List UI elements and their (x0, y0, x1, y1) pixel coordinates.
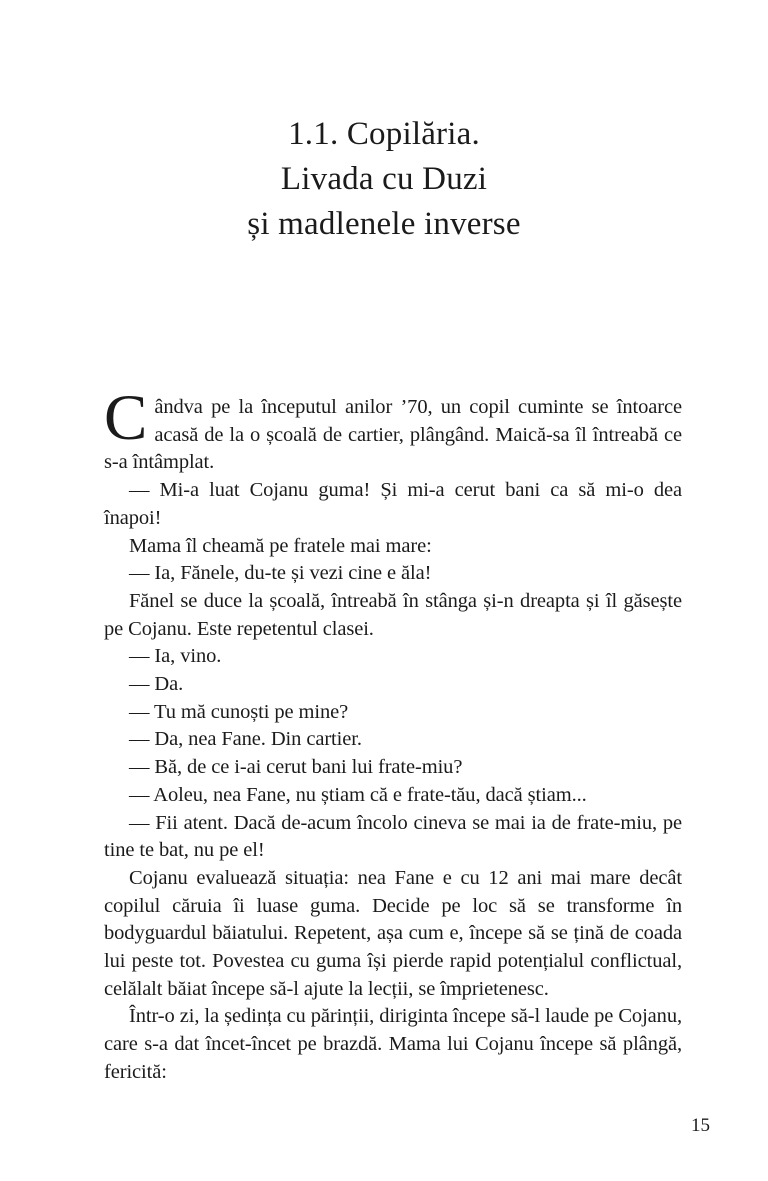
body-text (104, 382, 682, 1087)
paragraph: — Aoleu, nea Fane, nu știam că e frate-tău, dacă știam... (129, 783, 587, 806)
paragraph: — Bă, de ce i-ai cerut bani lui frate-miu? (129, 756, 463, 779)
chapter-title-line: 1.1. Copilăria. (288, 116, 480, 153)
paragraph: Cojanu evaluează situația: nea Fane e cu 12 ani mai mare decât copilul căruia îi luase guma. Decide pe loc să se transforme în bodyguardul băiatului. Repetent, așa cum e, începe să se țină de coada lui peste tot. Povestea cu guma își pierde rapid potențialul conflictual, celălalt băiat începe să-l ajute la lecții, se împrietenesc. (104, 866, 682, 1000)
paragraph: — Mi-a luat Cojanu guma! Și mi-a cerut bani ca să mi-o dea înapoi! (104, 479, 682, 529)
paragraph: Într-o zi, la ședința cu părinții, diriginta începe să-l laude pe Cojanu, care s-a dat încet-încet pe brazdă. Mama lui Cojanu începe să plângă, fericită: (104, 1005, 682, 1083)
paragraph: — Fii atent. Dacă de-acum încolo cineva se mai ia de frate-miu, pe tine te bat, nu pe el! (104, 811, 682, 862)
paragraph: — Da. (129, 673, 184, 696)
paragraph: — Ia, Fănele, du-te și vezi cine e ăla! (129, 562, 432, 585)
paragraph: Fănel se duce la școală, întreabă în stânga și-n dreapta și îl găsește pe Cojanu. Este repetentul clasei. (104, 589, 682, 640)
paragraph: — Da, nea Fane. Din cartier. (129, 728, 362, 751)
paragraph-list (104, 477, 682, 1086)
chapter-title (0, 22, 768, 247)
chapter-title-line: Livada cu Duzi (280, 161, 488, 198)
paragraph: Mama îl cheamă pe fratele mai mare: (129, 534, 432, 557)
paragraph: — Ia, vino. (129, 645, 222, 668)
chapter-title-line: și madlenele inverse (247, 206, 521, 243)
page-number: 15 (691, 1115, 710, 1136)
opening-paragraph-text: ândva pe la începutul anilor ’70, un copil cuminte se întoarce acasă de la o școală de cartier, plângând. Maică-sa îl întreabă ce s-a întâmplat. (104, 396, 682, 474)
drop-cap: C (104, 382, 148, 454)
opening-paragraph (104, 382, 682, 477)
paragraph: — Tu mă cunoști pe mine? (129, 700, 349, 723)
